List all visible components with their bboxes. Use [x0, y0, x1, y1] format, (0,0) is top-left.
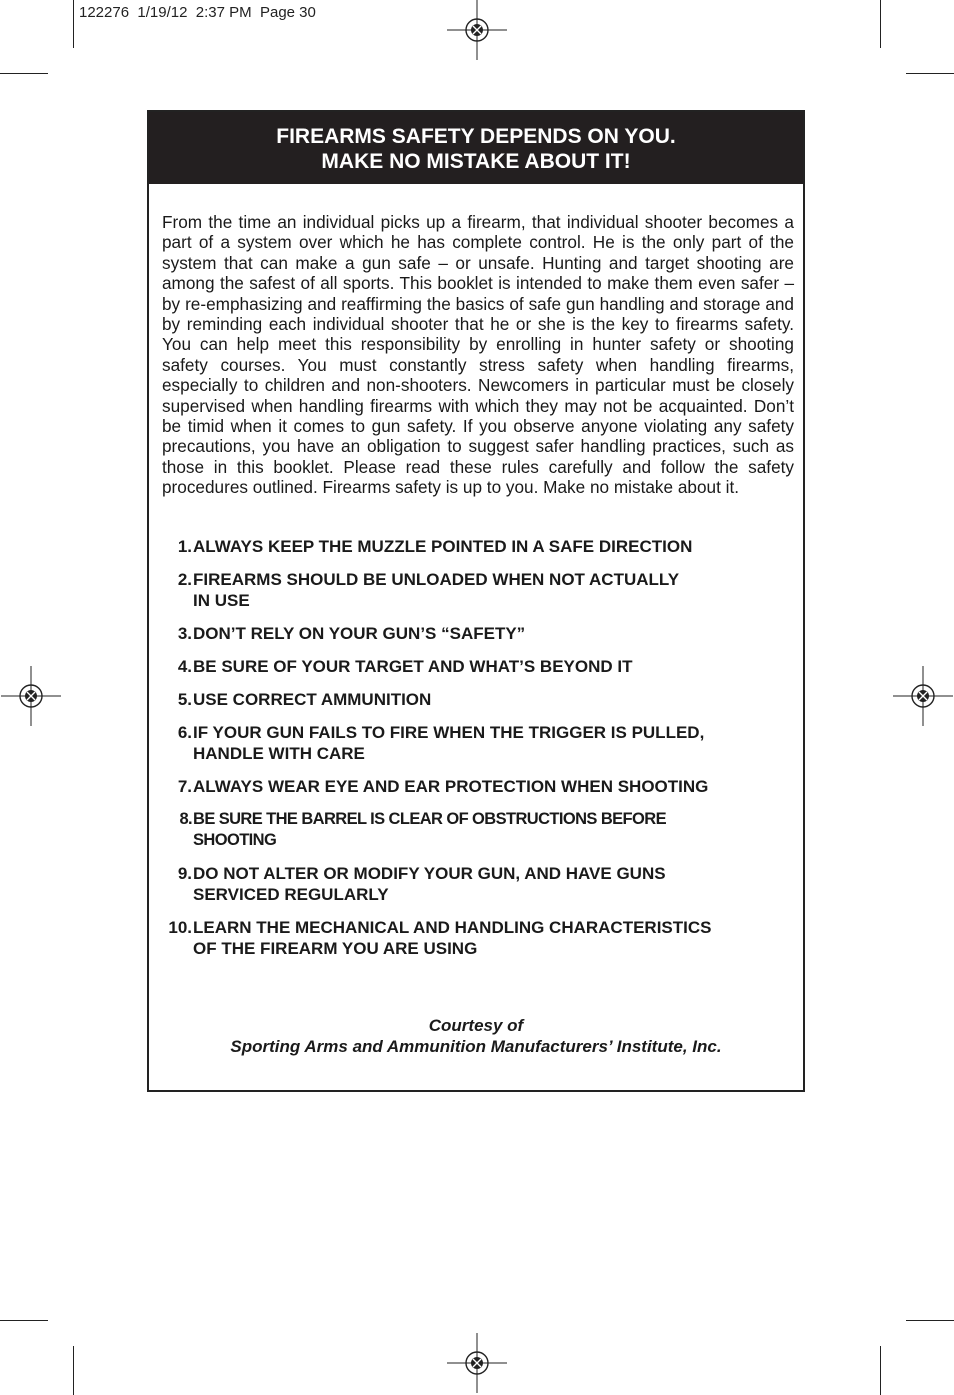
rule-text: BE SURE OF YOUR TARGET AND WHAT’S BEYOND IT [193, 657, 633, 676]
safety-panel [147, 110, 805, 1092]
rule-text: USE CORRECT AMMUNITION [193, 690, 432, 709]
panel-header [149, 112, 803, 184]
rule-number: 10. [168, 918, 192, 937]
rule-item [162, 623, 782, 644]
rule-text: FIREARMS SHOULD BE UNLOADED WHEN NOT ACTUALLY IN USE [193, 570, 680, 610]
courtesy-credit [149, 1015, 803, 1057]
rule-number: 4. [177, 657, 192, 676]
rule-text: ALWAYS KEEP THE MUZZLE POINTED IN A SAFE DIRECTION [193, 537, 693, 556]
rule-number: 8. [179, 810, 192, 828]
rule-text: DO NOT ALTER OR MODIFY YOUR GUN, AND HAVE GUNS SERVICED REGULARLY [193, 864, 666, 904]
rule-item [162, 569, 782, 611]
courtesy-line-1: Courtesy of [428, 1016, 524, 1035]
crop-mark [880, 1346, 881, 1395]
header-title-line-2: MAKE NO MISTAKE ABOUT IT! [321, 150, 631, 173]
rule-item [162, 917, 782, 959]
rule-number: 2. [177, 570, 192, 589]
crop-mark [906, 1320, 954, 1321]
rule-text: IF YOUR GUN FAILS TO FIRE WHEN THE TRIGGER IS PULLED, HANDLE WITH CARE [193, 723, 705, 763]
rule-number: 7. [177, 777, 192, 796]
registration-mark-icon [447, 0, 507, 60]
safety-rules-list [162, 536, 782, 971]
crop-mark [73, 0, 74, 48]
registration-mark-icon [1, 666, 61, 726]
intro-paragraph: From the time an individual picks up a firearm, that individual shooter becomes a part of a system over which he has complete control. He is the only part of the system that can make a gun safe – or unsafe. Hunting and target shooting are among the safest of all sports. This booklet is intended to make them even safer – by re-emphasizing and reaffirming the basics of safe gun handling and storage and by reminding each individual shooter that he or she is the key to firearms safety. You can help meet this responsibility by enrolling in hunter safety or shooting safety courses. You must constantly stress safety when handling firearms, especially to children and non-shooters. Newcomers in particular must be closely supervised when handling firearms with which they may not be acquainted. Don’t be timid when it comes to gun safety. If you observe anyone violating any safety precautions, you have an obligation to suggest safer handling practices, such as those in this booklet. Please read these rules carefully and follow the safety procedures outlined. Firearms safety is up to you. Make no mistake about it. [162, 212, 794, 498]
crop-mark [0, 1320, 48, 1321]
rule-number: 6. [177, 723, 192, 742]
rule-item [162, 722, 782, 764]
rule-number: 3. [177, 624, 192, 643]
crop-mark [0, 73, 48, 74]
courtesy-line-2: Sporting Arms and Ammunition Manufacturers’ Institute, Inc. [230, 1037, 722, 1056]
registration-mark-icon [893, 666, 953, 726]
rule-item [162, 689, 782, 710]
rule-item [162, 863, 782, 905]
rule-number: 9. [177, 864, 192, 883]
rule-text: DON’T RELY ON YOUR GUN’S “SAFETY” [193, 624, 526, 643]
rule-number: 5. [177, 690, 192, 709]
rule-text: LEARN THE MECHANICAL AND HANDLING CHARACTERISTICS OF THE FIREARM YOU ARE USING [193, 918, 712, 958]
crop-mark [906, 73, 954, 74]
rule-number: 1. [177, 537, 192, 556]
rule-item [162, 776, 782, 797]
rule-item [162, 656, 782, 677]
print-slug: 122276 1/19/12 2:37 PM Page 30 [79, 4, 316, 21]
rule-item [162, 536, 782, 557]
rule-text: BE SURE THE BARREL IS CLEAR OF OBSTRUCTIONS BEFORE SHOOTING [193, 810, 666, 849]
crop-mark [73, 1346, 74, 1395]
crop-mark [880, 0, 881, 48]
rule-item [162, 809, 782, 851]
header-title-line-1: FIREARMS SAFETY DEPENDS ON YOU. [276, 125, 676, 148]
registration-mark-icon [447, 1333, 507, 1393]
rule-text: ALWAYS WEAR EYE AND EAR PROTECTION WHEN SHOOTING [193, 777, 709, 796]
